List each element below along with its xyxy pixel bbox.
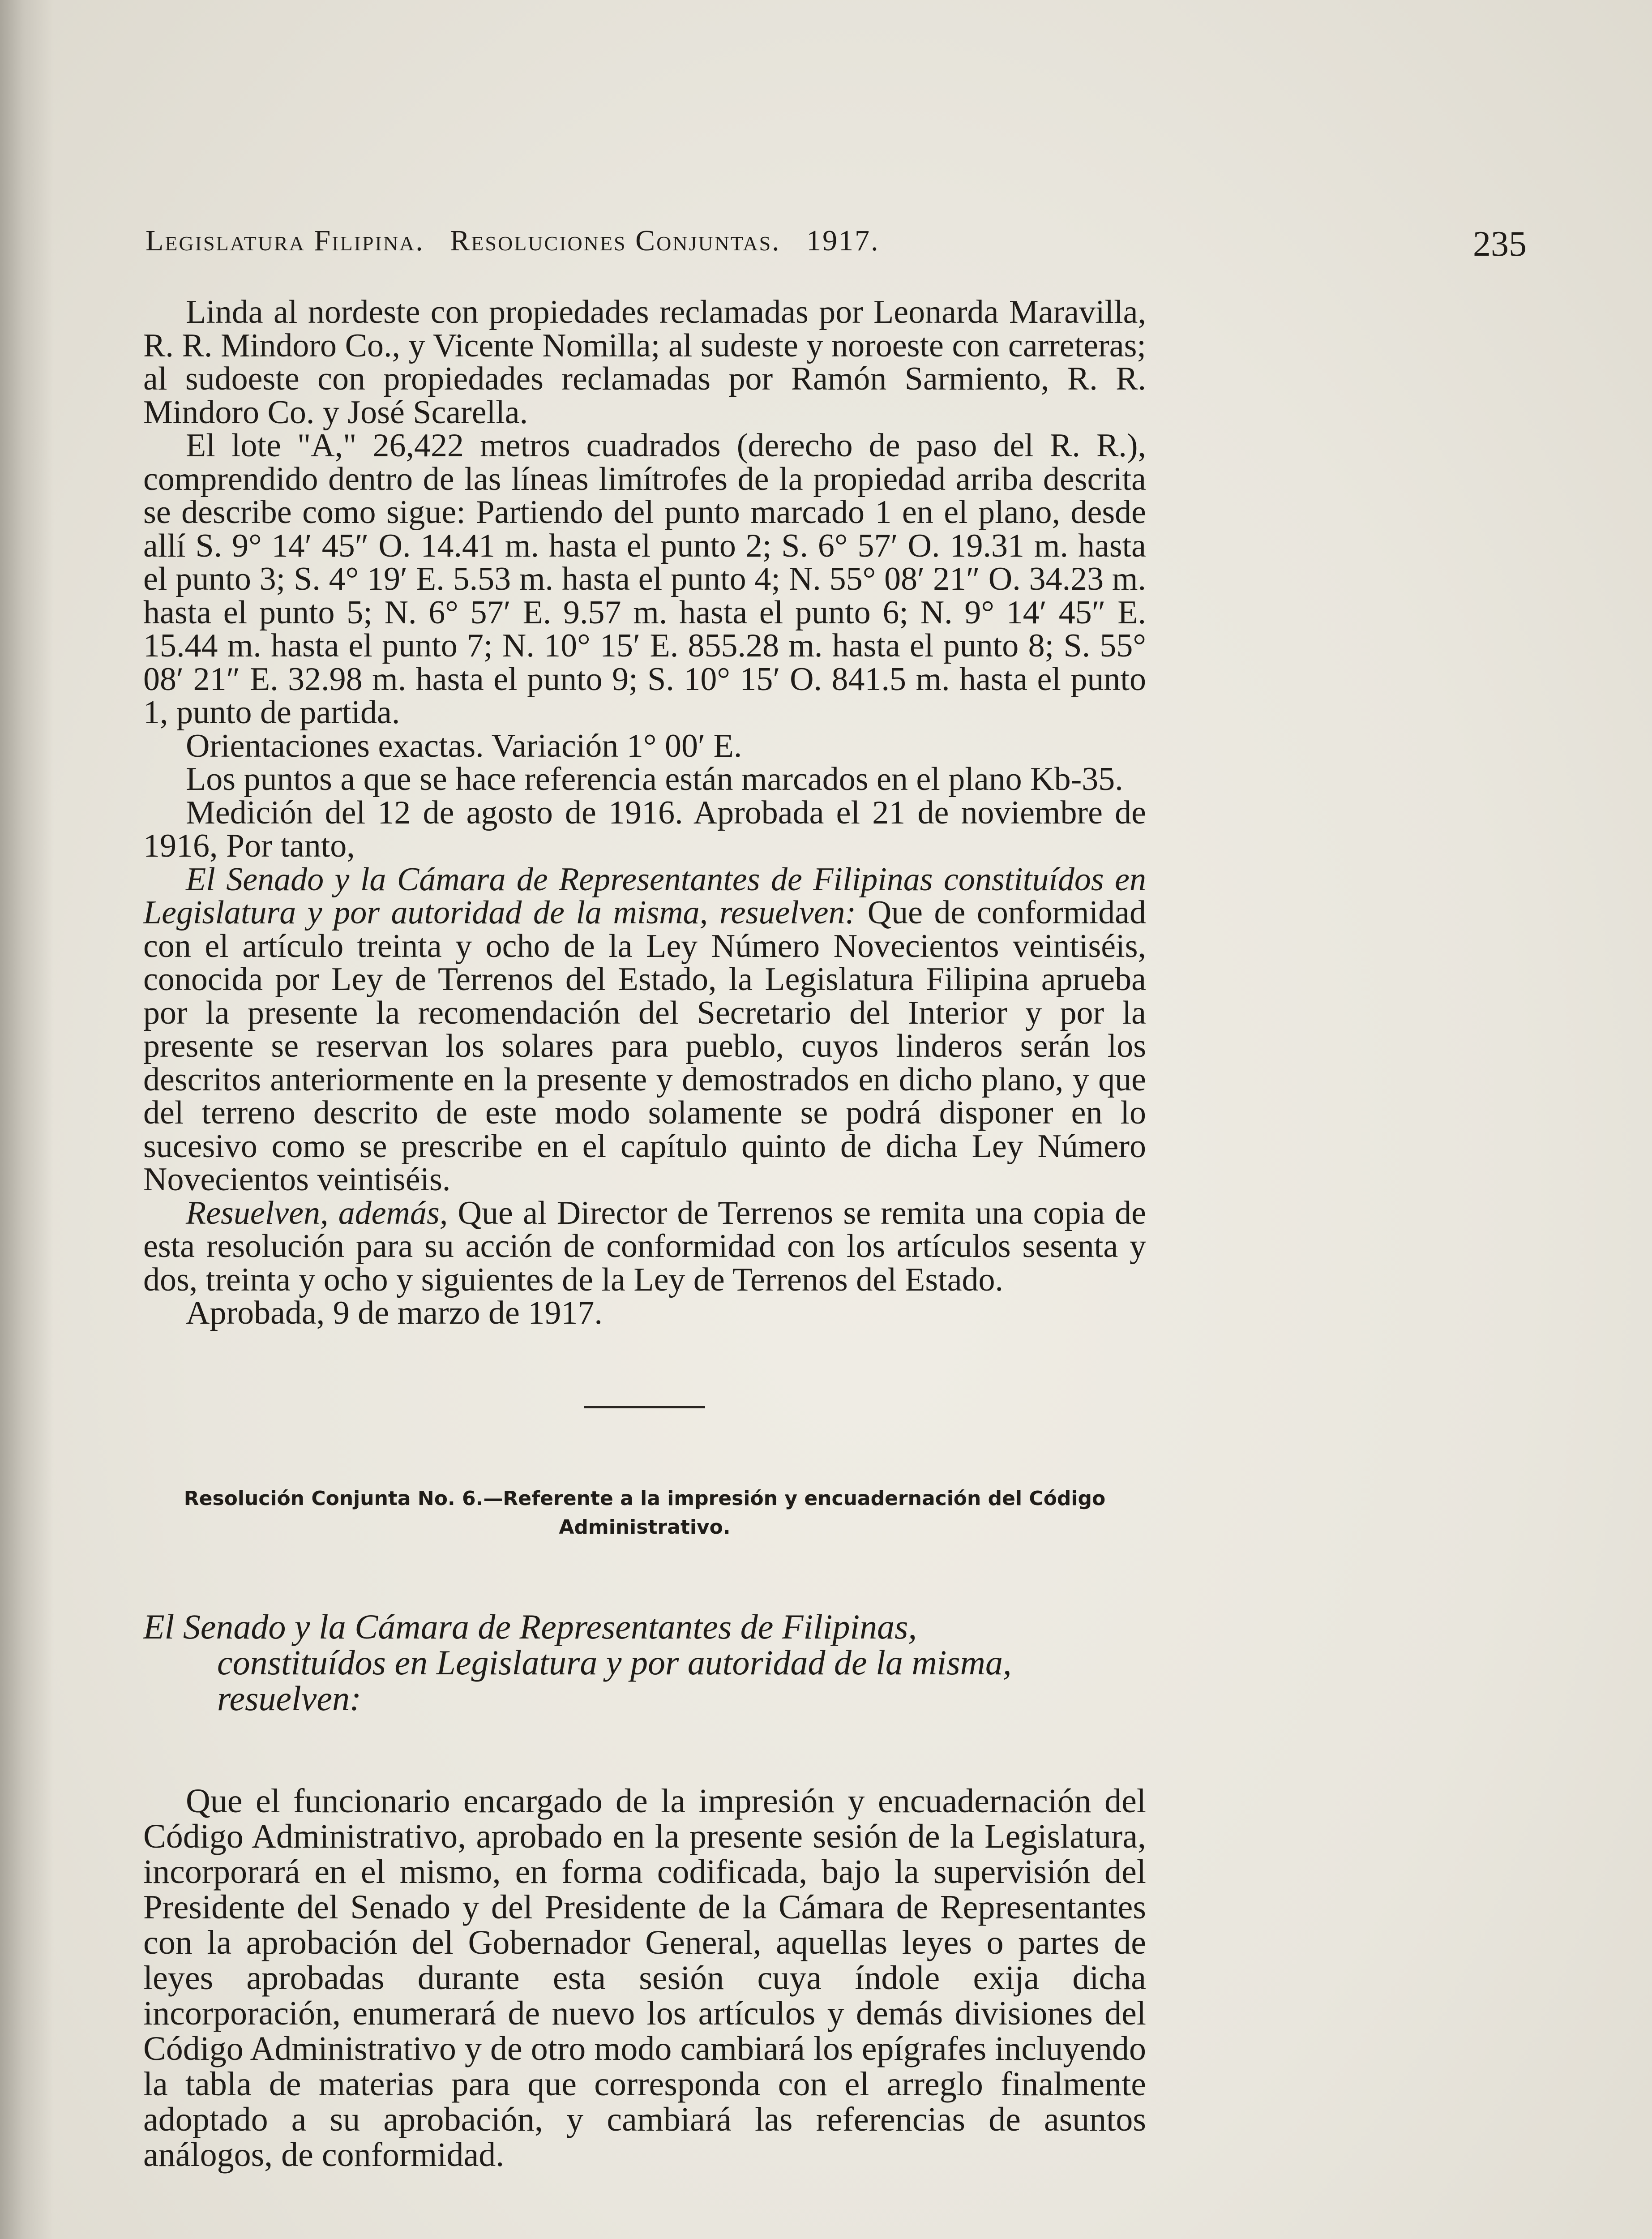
further-resolve-clause: Resuelven, además, [186,1194,448,1231]
further-resolution-paragraph [143,1194,1146,1298]
page-spine-shadow [0,0,54,2239]
boundary-paragraph: Linda al nordeste con propiedades reclamadas por Leonarda Maravilla, R. R. Mindoro Co., y Vicente Nomilla; al sudeste y noroeste con carreteras; al sudoeste con propiedades reclamadas por Ramón Sarmiento, R. R. Mindoro Co. y José Scarella. [143,294,1146,431]
lot-description-paragraph: El lote "A," 26,422 metros cuadrados (derecho de paso del R. R.), comprendido dentro de las líneas limítrofes de la propiedad arriba descrita se describe como sigue: Partiendo del punto marcado 1 en el plano, desde allí S. 9° 14′ 45″ O. 14.41 m. hasta el punto 2; S. 6° 57′ O. 19.31 m. hasta el punto 3; S. 4° 19′ E. 5.53 m. hasta el punto 4; N. 55° 08′ 21″ O. 34.23 m. hasta el punto 5; N. 6° 57′ E. 9.57 m. hasta el punto 6; N. 9° 14′ 45″ E. 15.44 m. hasta el punto 7; N. 10° 15′ E. 855.28 m. hasta el punto 8; S. 55° 08′ 21″ E. 32.98 m. hasta el punto 9; S. 10° 15′ O. 841.5 m. hasta el punto 1, punto de partida. [143,427,1146,731]
enacting-clause-block [143,1609,1146,1716]
orientation-paragraph: Orientaciones exactas. Variación 1° 00′ E. [186,727,742,764]
section-divider [584,1406,705,1408]
running-title-legislature: Legislatura Filipina. [146,224,424,257]
further-resolution-text: Que al Director de Terrenos se remita una copia de esta resolución para su acción de conformidad con los artículos sesenta y dos, treinta y ocho y siguientes de la Ley de Terrenos del Estado. [143,1194,1146,1298]
page-number: 235 [1473,224,1527,264]
enacting-line-2: constituídos en Legislatura y por autoridad de la misma, [217,1643,1012,1682]
approval-date: Aprobada, 9 de marzo de 1917. [186,1295,603,1331]
survey-date-paragraph: Medición del 12 de agosto de 1916. Aprobada el 21 de noviembre de 1916, Por tanto, [143,794,1146,864]
enacting-clause: El Senado y la Cámara de Representantes de Filipinas constituídos en Legislatura y por autoridad de la misma, resuelven: [143,861,1146,931]
resolution-paragraph [143,863,1146,1197]
resolution-heading: Resolución Conjunta No. 6.—Referente a la impresión y encuadernación del Código Administrativo. [184,1487,1106,1539]
resolution-text: Que de conformidad con el artículo treinta y ocho de la Ley Número Novecientos veintiséis, conocida por Ley de Terrenos del Estado, la Legislatura Filipina aprueba por la presente la recomendación del Secretario del Interior y por la presente se reservan los solares para pueblo, cuyos linderos serán los descritos anteriormente en la presente y demostrados en dicho plano, y que del terreno descrito de este modo solamente se podrá disponer en lo sucesivo como se prescribe en el capítulo quinto de dicha Ley Número Novecientos veintiséis. [143,894,1146,1198]
enacting-line-3: resuelven: [217,1678,361,1718]
enacting-line-1: El Senado y la Cámara de Representantes de Filipinas, [143,1607,917,1646]
text-column [143,296,1146,2207]
plan-reference-paragraph: Los puntos a que se hace referencia están marcados en el plano Kb-35. [186,761,1123,798]
resolution-body: Que el funcionario encargado de la impresión y encuadernación del Código Administrativo, aprobado en la presente sesión de la Legislatura, incorporará en el mismo, en forma codificada, bajo la supervisión del Presidente del Senado y del Presidente de la Cámara de Representantes con la aprobación del Gobernador General, aquellas leyes o partes de leyes aprobadas durante esta sesión cuya índole exija dicha incorporación, enumerará de nuevo los artículos y demás divisiones del Código Administrativo y de otro modo cambiará los epígrafes incluyendo la tabla de materias para que corresponda con el arreglo finalmente adoptado a su aprobación, y cambiará las referencias de asuntos análogos, de conformidad. [143,1782,1146,2174]
running-title-resolutions: Resoluciones Conjuntas. [450,224,781,257]
running-head [146,224,1144,258]
running-title-year: 1917. [806,224,880,257]
